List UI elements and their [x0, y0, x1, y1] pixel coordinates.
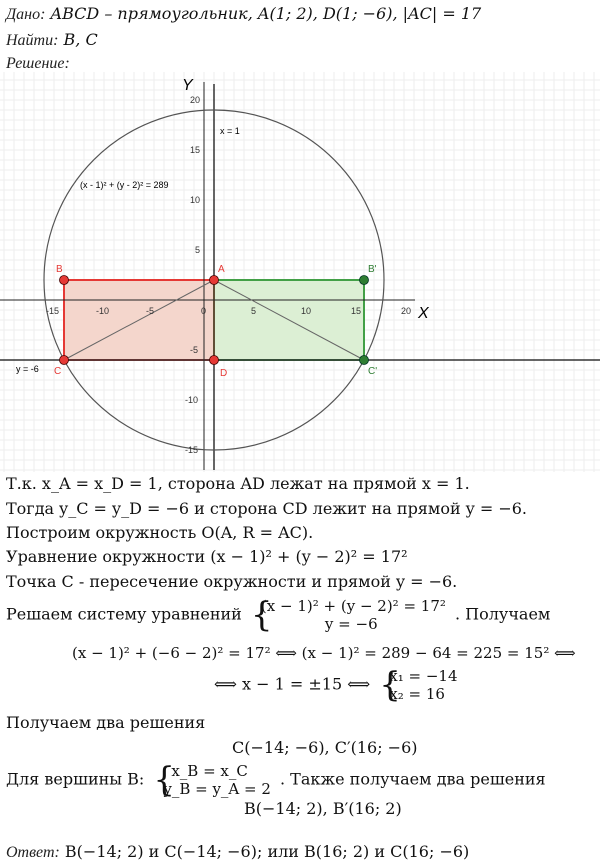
point-B [60, 276, 69, 285]
solution-label: Решение: [6, 55, 70, 72]
x-tick-label: 15 [351, 306, 362, 316]
system-intro: Решаем систему уравнений [6, 604, 242, 624]
y-tick-label: 15 [190, 145, 201, 155]
text-line-3: Построим окружность O(A, R = AC). [6, 523, 314, 542]
solutions-C: C(−14; −6), C′(16; −6) [232, 738, 418, 757]
solutions-B: B(−14; 2), B′(16; 2) [244, 799, 402, 818]
x-tick-label: 5 [251, 306, 257, 316]
circle-equation: (x - 1)² + (y - 2)² = 289 [80, 180, 169, 190]
system-1-row-1: (x − 1)² + (y − 2)² = 17² [260, 597, 446, 615]
brace-icon: { [379, 665, 401, 705]
vertex-B-intro: Для вершины B: [6, 769, 145, 789]
equation-system-1 [251, 597, 446, 633]
text-line-11 [6, 762, 546, 798]
system-3-row-1: x_B = x_C [171, 762, 248, 780]
equation-system-3 [153, 762, 271, 798]
tick-labels [46, 95, 411, 455]
point-A [210, 276, 219, 285]
point-C [60, 356, 69, 365]
find-label: Найти: [6, 32, 59, 49]
line-x-label: x = 1 [220, 126, 240, 136]
y-tick-label: 20 [190, 95, 201, 105]
label-B-prime: B' [368, 264, 377, 275]
point-C-prime [360, 356, 369, 365]
system-1-row-2: y = −6 [324, 615, 378, 633]
label-B: B [56, 264, 63, 275]
x-axis-label: X [418, 305, 429, 322]
y-axis-label: Y [182, 77, 193, 94]
y-tick-label: -15 [185, 445, 199, 455]
text-line-2: Тогда y_C = y_D = −6 и сторона CD лежит на прямой y = −6. [6, 499, 528, 518]
answer-label: Ответ: [6, 844, 60, 861]
system-3-row-2: y_B = y_A = 2 [163, 780, 271, 798]
label-C-prime: C' [368, 366, 378, 377]
y-tick-label: -5 [190, 345, 199, 355]
y-tick-label: 5 [195, 245, 201, 255]
equation-system-2 [379, 667, 457, 703]
answer-line [6, 842, 469, 863]
find-line [6, 30, 98, 51]
system-outro: . Получаем [455, 604, 551, 624]
label-A: A [218, 264, 225, 275]
x-tick-label: 20 [401, 306, 412, 316]
answer-text: B(−14; 2) и C(−14; −6); или B(16; 2) и C(16; −6) [64, 842, 470, 861]
x-tick-label: -10 [96, 306, 110, 316]
given-text: ABCD – прямоугольник, A(1; 2), D(1; −6), |AC| = 17 [50, 4, 482, 23]
equivalence-text: ⟺ x − 1 = ±15 ⟺ [214, 674, 371, 694]
point-B-prime [360, 276, 369, 285]
system-2-row-1: x₁ = −14 [389, 667, 458, 685]
grid [0, 72, 600, 472]
x-tick-label: 10 [301, 306, 312, 316]
text-line-1: Т.к. x_A = x_D = 1, сторона AD лежат на прямой x = 1. [6, 474, 470, 493]
text-line-7: (x − 1)² + (−6 − 2)² = 17² ⟺ (x − 1)² = 289 − 64 = 225 = 15² ⟺ [72, 644, 576, 662]
system-2-row-2: x₂ = 16 [389, 685, 445, 703]
text-line-6 [6, 597, 550, 633]
text-line-4: Уравнение окружности (x − 1)² + (y − 2)² = 17² [6, 547, 408, 566]
line-y-label: y = -6 [16, 364, 39, 374]
y-tick-label: -10 [185, 395, 199, 405]
label-C: C [54, 366, 62, 377]
point-D [210, 356, 219, 365]
find-text: B, C [63, 30, 98, 49]
x-tick-label: 0 [201, 306, 207, 316]
y-tick-label: 10 [190, 195, 201, 205]
text-line-5: Точка C - пересечение окружности и прямой y = −6. [6, 572, 458, 591]
text-line-8 [214, 667, 462, 703]
label-D: D [220, 368, 228, 379]
x-tick-label: -15 [46, 306, 60, 316]
given-line [6, 4, 481, 25]
given-label: Дано: [6, 6, 46, 23]
brace-icon: { [250, 595, 273, 635]
coordinate-graph [0, 72, 600, 472]
text-line-9: Получаем два решения [6, 713, 206, 732]
vertex-B-outro: . Также получаем два решения [280, 769, 546, 789]
brace-icon: { [153, 760, 175, 800]
x-tick-label: -5 [146, 306, 155, 316]
